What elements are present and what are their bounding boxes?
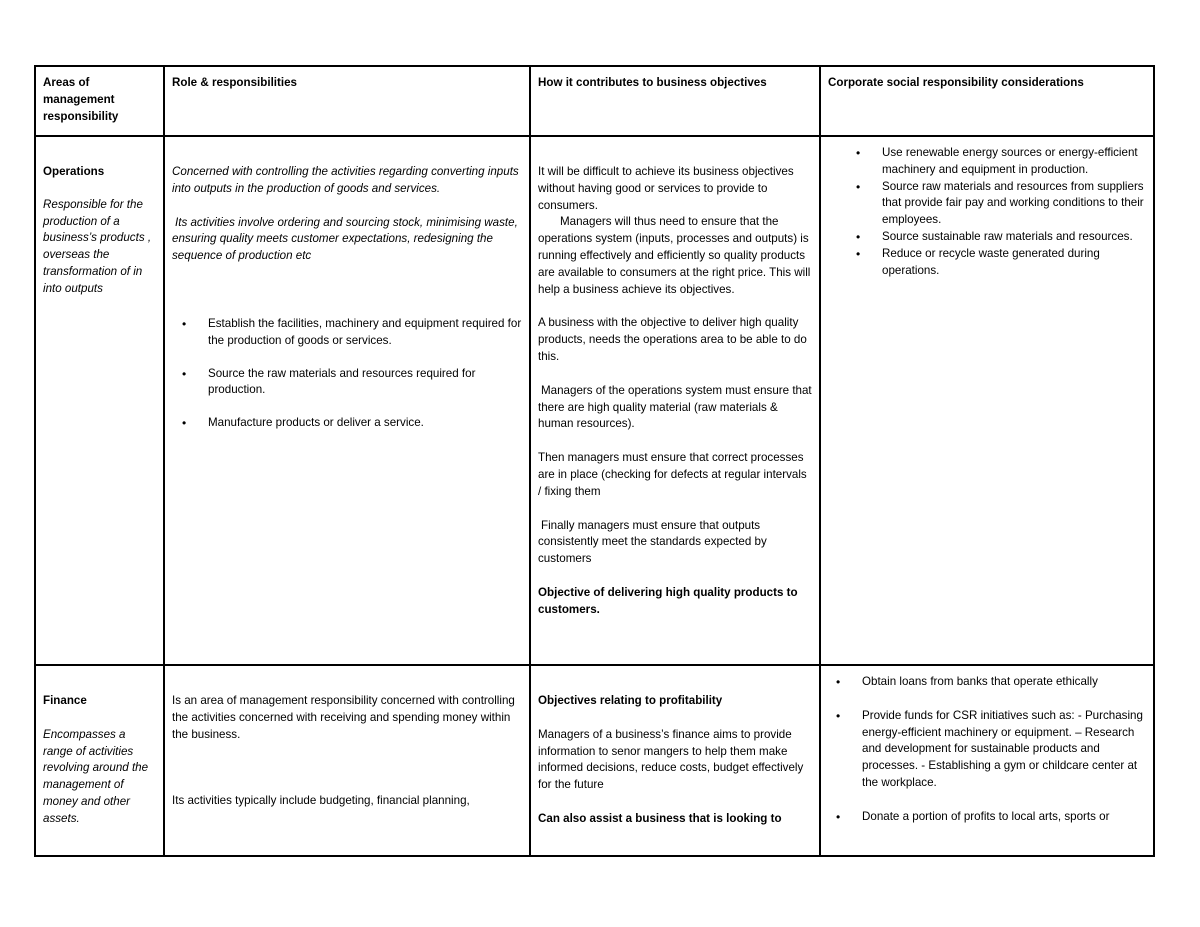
list-item: • Reduce or recycle waste generated during operations. [882, 246, 1146, 280]
finance-contribution-cell [530, 665, 820, 856]
header-row [35, 66, 1154, 136]
operations-area-cell [35, 136, 164, 665]
header-areas: Areas of management responsibility [35, 66, 164, 136]
list-item: • Source raw materials and resources from suppliers that provide fair pay and working conditions to their employees. [882, 179, 1146, 229]
operations-role-list [172, 316, 522, 432]
finance-area-cell [35, 665, 164, 856]
operations-contribution-cell [530, 136, 820, 665]
list-item: • Use renewable energy sources or energy-efficient machinery and equipment in production. [882, 145, 1146, 179]
operations-contrib-text: Then managers must ensure that correct processes are in place (checking for defects at regular intervals / fixing them [538, 451, 807, 498]
operations-role-intro: Concerned with controlling the activities regarding converting inputs into outputs in the production of goods and services. [172, 165, 519, 195]
finance-role-activities: Its activities typically include budgeting, financial planning, [172, 794, 470, 808]
finance-csr-list [828, 674, 1146, 826]
list-item: • Provide funds for CSR initiatives such as: - Purchasing energy-efficient machinery or equipment. – Research and development for sustainable products and processes. - Establishing a gym or childcare center at the workplace. [862, 708, 1146, 792]
operations-contrib-objective: Objective of delivering high quality products to customers. [538, 585, 798, 616]
operations-role-activities: Its activities involve ordering and sourcing stock, minimising waste, ensuring quality meets customer expectations, redesigning the sequence of production etc [172, 215, 518, 263]
finance-csr-cell [820, 665, 1154, 856]
operations-csr-list [828, 145, 1146, 279]
list-item: • Establish the facilities, machinery and equipment required for the production of goods or services. [208, 316, 522, 350]
list-item: • Source sustainable raw materials and resources. [882, 229, 1146, 246]
header-csr: Corporate social responsibility considerations [820, 66, 1154, 136]
operations-contrib-text: Managers of the operations system must ensure that there are high quality material (raw materials & human resources). [538, 383, 812, 431]
finance-contrib-text: Managers of a business’s finance aims to provide information to senor mangers to help them make informed decisions, reduce costs, budget effectively for the future [538, 727, 804, 792]
header-contribution: How it contributes to business objectives [530, 66, 820, 136]
operations-contrib-text: Managers will thus need to ensure that the operations system (inputs, processes and outputs) is running effectively and efficiently so quality products are available to consumers at the right price. This will help a business achieve its objectives. [538, 215, 811, 296]
finance-role-cell [164, 665, 530, 856]
list-item: • Donate a portion of profits to local arts, sports or [862, 809, 1146, 826]
finance-row [35, 665, 1154, 856]
list-item: • Manufacture products or deliver a service. [208, 415, 522, 432]
operations-title: Operations [43, 165, 105, 178]
finance-role-intro: Is an area of management responsibility concerned with controlling the activities concerned with receiving and spending money within the business. [172, 694, 515, 741]
header-role: Role & responsibilities [164, 66, 530, 136]
operations-contrib-text: Finally managers must ensure that outputs consistently meet the standards expected by customers [538, 518, 767, 566]
operations-role-cell [164, 136, 530, 665]
operations-contrib-text: A business with the objective to deliver high quality products, needs the operations area to be able to do this. [538, 316, 807, 363]
responsibility-table [34, 65, 1155, 857]
operations-row [35, 136, 1154, 665]
operations-csr-cell [820, 136, 1154, 665]
finance-contrib-objective: Can also assist a business that is looking to [538, 811, 782, 825]
list-item: • Obtain loans from banks that operate ethically [862, 674, 1146, 691]
finance-title: Finance [43, 694, 87, 707]
operations-description: Responsible for the production of a business’s products , overseas the transformation of in into outputs [43, 197, 152, 295]
finance-contrib-heading: Objectives relating to profitability [538, 694, 723, 707]
list-item: • Source the raw materials and resources required for production. [208, 366, 522, 400]
finance-description: Encompasses a range of activities revolving around the management of money and other assets. [43, 727, 149, 825]
operations-contrib-text: It will be difficult to achieve its business objectives without having good or services to provide to consumers. [538, 165, 794, 212]
